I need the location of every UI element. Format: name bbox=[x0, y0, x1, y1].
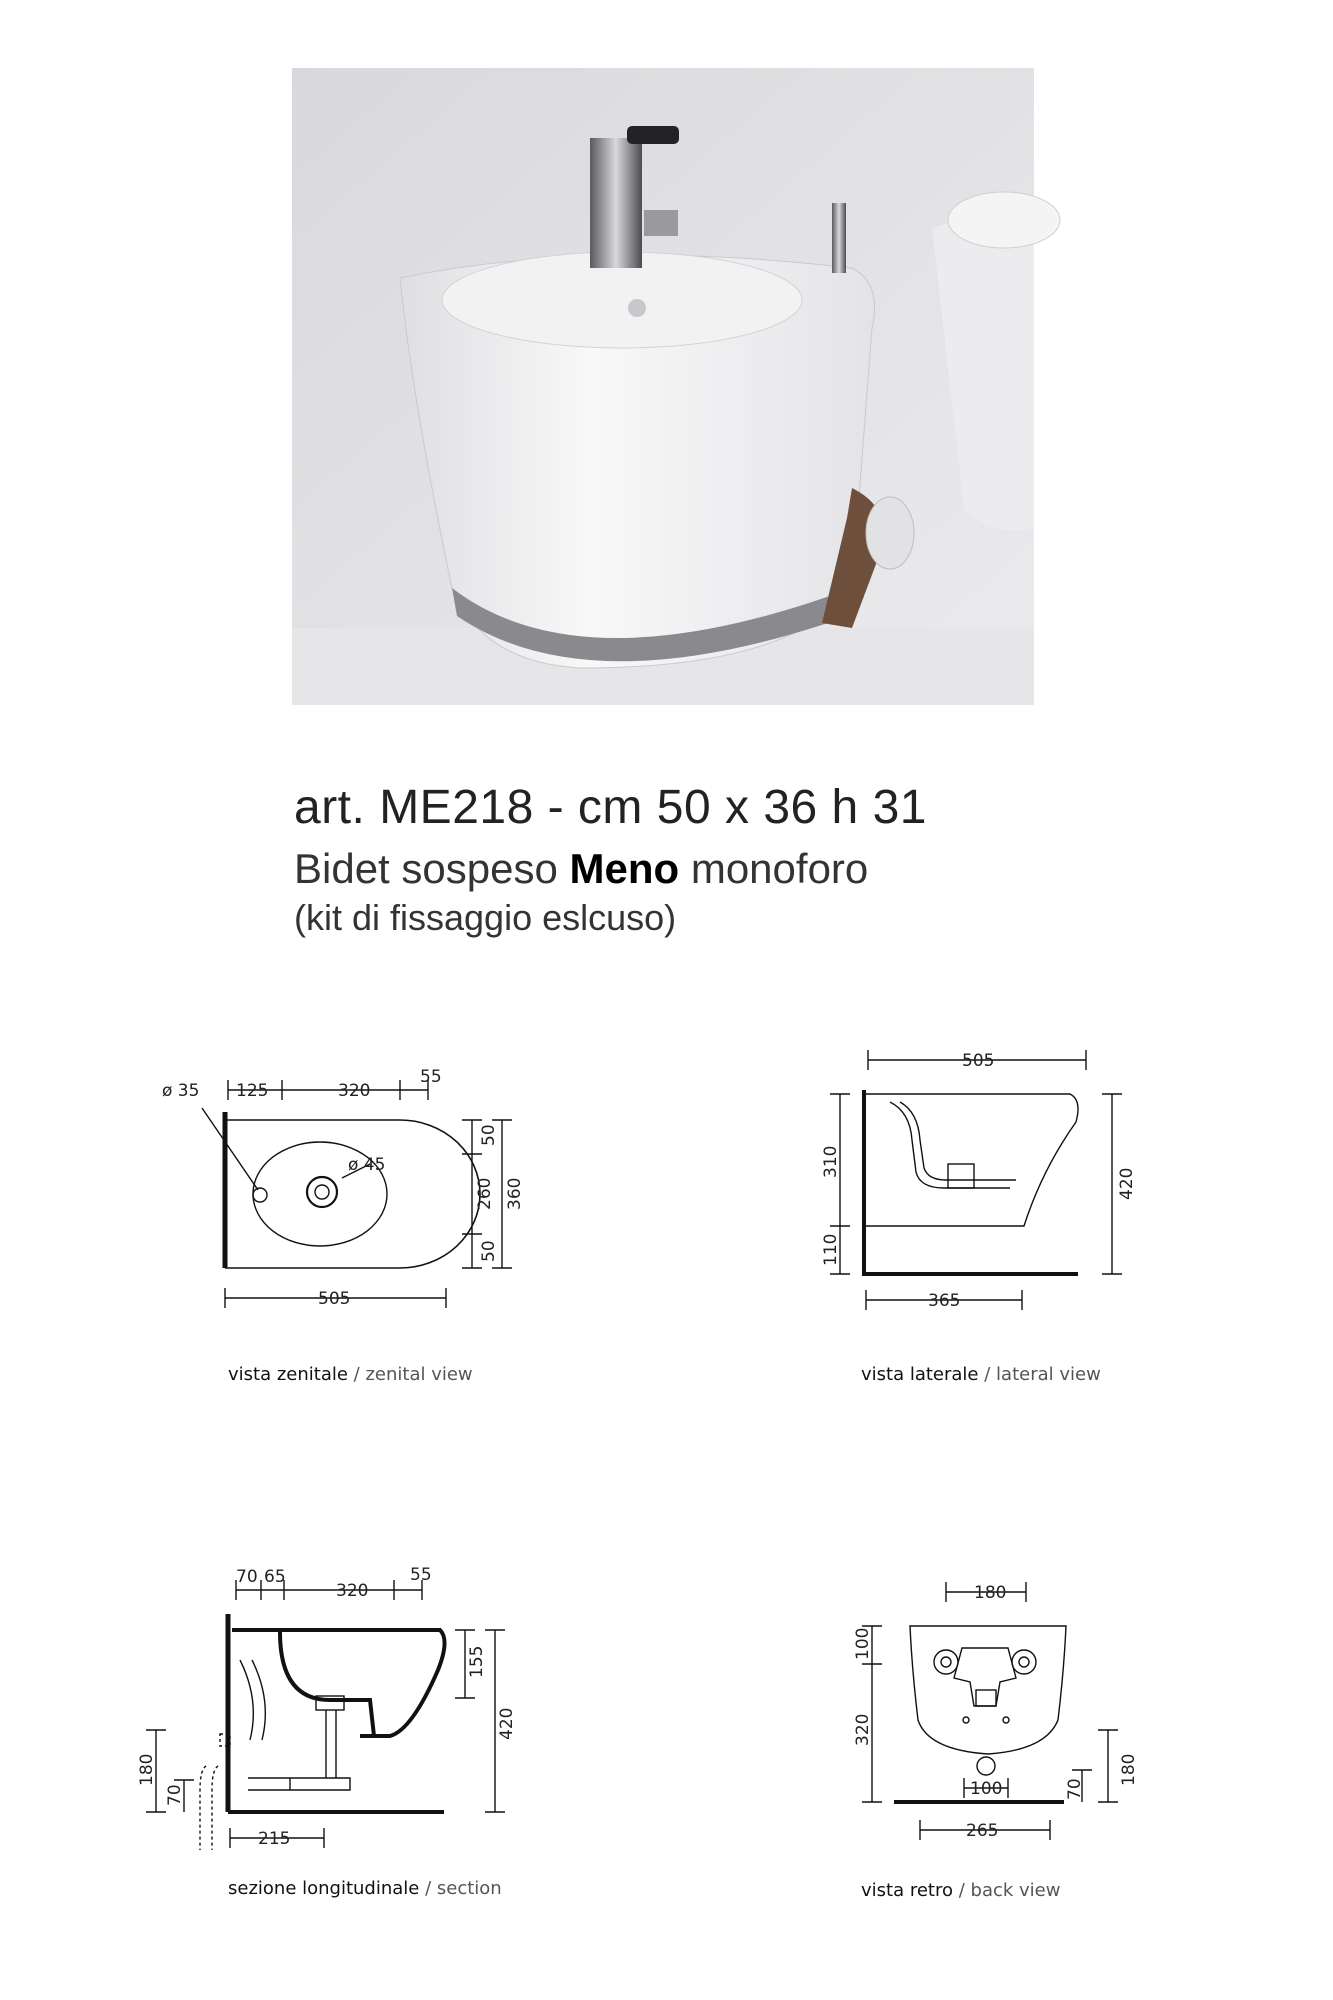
dim-b: 65 bbox=[264, 1567, 286, 1587]
dim-r2: 180 bbox=[1119, 1753, 1139, 1786]
product-name: Meno bbox=[569, 845, 680, 892]
dim-b: 320 bbox=[338, 1081, 371, 1101]
description-prefix: Bidet sospeso bbox=[294, 845, 570, 892]
caption-lateral: vista laterale / lateral view bbox=[861, 1364, 1101, 1385]
dim-l2: 70 bbox=[165, 1784, 185, 1806]
product-description bbox=[294, 845, 927, 893]
dim-hole-main: ø 45 bbox=[348, 1155, 386, 1175]
dim-bottom: 265 bbox=[966, 1821, 999, 1841]
dim-total-h: 360 bbox=[505, 1177, 525, 1210]
caption-section: sezione longitudinale / section bbox=[228, 1878, 502, 1899]
dim-r1: 155 bbox=[467, 1645, 487, 1678]
dim-r2: 260 bbox=[475, 1177, 495, 1210]
lateral-view-drawing bbox=[820, 1040, 1140, 1330]
dim-total-w: 505 bbox=[318, 1289, 351, 1309]
dim-h1: 310 bbox=[821, 1145, 841, 1178]
dim-r1: 70 bbox=[1065, 1778, 1085, 1800]
dim-hole-side: ø 35 bbox=[162, 1081, 200, 1101]
dim-h2: 110 bbox=[821, 1233, 841, 1266]
caption-zenital: vista zenitale / zenital view bbox=[228, 1364, 473, 1385]
article-line: art. ME218 - cm 50 x 36 h 31 bbox=[294, 781, 927, 834]
dim-d: 55 bbox=[410, 1565, 432, 1585]
section-view-drawing bbox=[137, 1550, 520, 1850]
zenital-view-drawing bbox=[150, 1050, 530, 1330]
dim-c: 320 bbox=[336, 1581, 369, 1601]
dim-a: 125 bbox=[236, 1081, 269, 1101]
dim-mid: 100 bbox=[970, 1779, 1003, 1799]
dim-bottom: 365 bbox=[928, 1291, 961, 1311]
product-title-block bbox=[294, 780, 927, 939]
dim-l1: 180 bbox=[137, 1753, 157, 1786]
dim-top: 505 bbox=[962, 1051, 995, 1071]
dim-c: 55 bbox=[420, 1067, 442, 1087]
product-note: (kit di fissaggio eslcuso) bbox=[294, 897, 677, 938]
product-photo bbox=[292, 68, 1034, 705]
dim-total-h: 420 bbox=[497, 1707, 517, 1740]
description-suffix: monoforo bbox=[679, 845, 869, 892]
dim-top: 180 bbox=[974, 1583, 1007, 1603]
dim-r1: 50 bbox=[479, 1124, 499, 1146]
dim-l2: 320 bbox=[853, 1713, 873, 1746]
dim-total-h: 420 bbox=[1117, 1167, 1137, 1200]
dim-l1: 100 bbox=[853, 1627, 873, 1660]
dim-r3: 50 bbox=[479, 1240, 499, 1262]
caption-back: vista retro / back view bbox=[861, 1880, 1061, 1901]
dim-a: 70 bbox=[236, 1567, 258, 1587]
back-view-drawing bbox=[850, 1570, 1140, 1850]
dim-bottom: 215 bbox=[258, 1829, 291, 1849]
